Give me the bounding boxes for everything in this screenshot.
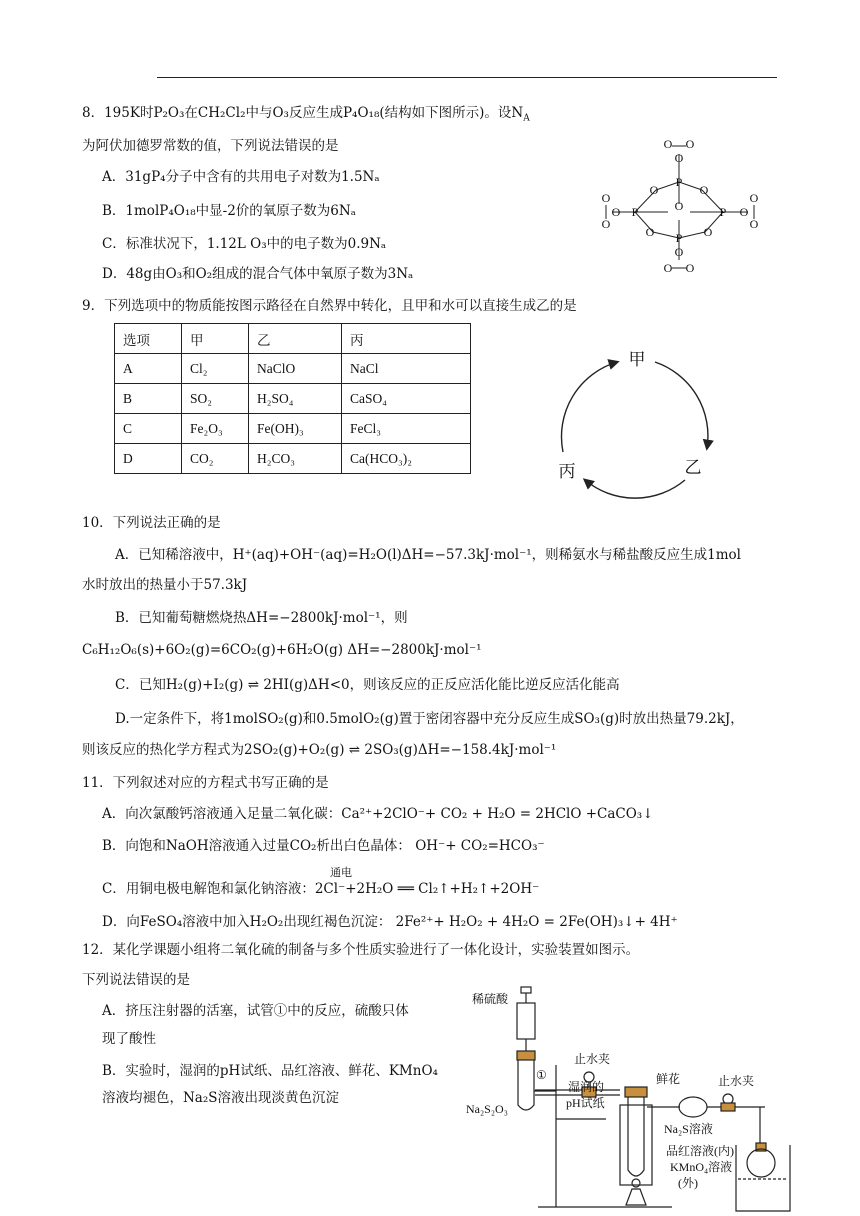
q10-option-a: A．已知稀溶液中，H⁺(aq)+OH⁻(aq)=H₂O(l)ΔH=−57.3kJ·mol⁻¹，则稀氨水与稀盐酸反应生成1mol	[115, 547, 741, 563]
p4o18-structure	[588, 132, 778, 275]
table-cell: B	[115, 384, 182, 414]
struct-o: O	[749, 217, 759, 231]
table-row	[115, 444, 471, 474]
q10-option-d: D.一定条件下，将1molSO₂(g)和0.5molO₂(g)置于密闭容器中充分反应生成SO₃(g)时放出热量79.2kJ，	[115, 711, 744, 727]
struct-o: O	[663, 261, 673, 275]
struct-o: O	[601, 217, 611, 231]
table-header: 选项	[115, 324, 182, 354]
label-na2s: Na₂S溶液	[664, 1122, 713, 1136]
q11-option-d: D．向FeSO₄溶液中加入H₂O₂出现红褐色沉淀： 2Fe²⁺+ H₂O₂ + 4H₂O = 2Fe(OH)₃↓+ 4H⁺	[102, 914, 678, 930]
q10-stem: 10．下列说法正确的是	[82, 515, 221, 531]
q11-electrolysis-label: 通电	[330, 866, 352, 879]
q8-option-c: C．标准状况下，1.12L O₃中的电子数为0.9Nₐ	[102, 236, 387, 252]
q12-stem-line2: 下列说法错误的是	[82, 972, 190, 988]
label-ph-paper: pH试纸	[566, 1096, 605, 1110]
table-cell: NaCl	[342, 354, 471, 384]
q8-stem-line2: 为阿伏加德罗常数的值，下列说法错误的是	[82, 138, 339, 154]
struct-o: O	[611, 205, 621, 219]
struct-o: O	[663, 137, 673, 151]
label-ph-paper: 湿润的	[568, 1080, 605, 1094]
cycle-jia: 甲	[628, 350, 646, 369]
struct-p: P	[631, 205, 639, 219]
q11-option-a: A．向次氯酸钙溶液通入足量二氧化碳：Ca²⁺+2ClO⁻+ CO₂ + H₂O = 2HClO +CaCO₃↓	[102, 806, 654, 822]
q12-option-a: A．挤压注射器的活塞，试管①中的反应，硫酸只体	[102, 1003, 409, 1019]
table-cell: CaSO₄	[342, 384, 471, 414]
table-cell: SO₂	[182, 384, 249, 414]
struct-o: O	[674, 151, 684, 165]
table-header: 乙	[249, 324, 342, 354]
apparatus-diagram	[460, 975, 800, 1215]
label-tube-number: ①	[536, 1068, 547, 1082]
table-cell: FeCl₃	[342, 414, 471, 444]
table-cell: H₂SO₄	[249, 384, 342, 414]
struct-p: P	[719, 205, 727, 219]
q10-option-c: C．已知H₂(g)+I₂(g) ⇌ 2HI(g)ΔH<0，则该反应的正反应活化能比逆反应活化能高	[115, 677, 620, 693]
table-cell: D	[115, 444, 182, 474]
struct-o: O	[645, 225, 655, 239]
q12-option-b: B．实验时，湿润的pH试纸、品红溶液、鲜花、KMnO₄	[102, 1063, 438, 1079]
table-row	[115, 384, 471, 414]
q8-stem-line1: 8．195K时P₂O₃在CH₂Cl₂中与O₃反应生成P₄O₁₈(结构如下图所示)。设$N_A$	[82, 105, 530, 124]
table-row	[115, 414, 471, 444]
q11-option-b: B．向饱和NaOH溶液通入过量CO₂析出白色晶体： OH⁻+ CO₂=HCO₃⁻	[102, 838, 545, 854]
label-outer: (外)	[678, 1176, 698, 1190]
struct-o: O	[601, 191, 611, 205]
table-cell: A	[115, 354, 182, 384]
q9-stem: 9．下列选项中的物质能按图示路径在自然界中转化，且甲和水可以直接生成乙的是	[82, 298, 577, 314]
table-cell: Fe(OH)₃	[249, 414, 342, 444]
table-row	[115, 354, 471, 384]
table-cell: C	[115, 414, 182, 444]
table-header-row	[115, 324, 471, 354]
q10-option-b: B．已知葡萄糖燃烧热ΔH=−2800kJ·mol⁻¹，则	[115, 610, 408, 626]
struct-o: O	[739, 205, 749, 219]
label-clamp: 止水夹	[718, 1074, 755, 1088]
struct-p: P	[675, 175, 683, 189]
table-cell: Cl₂	[182, 354, 249, 384]
struct-o: O	[685, 261, 695, 275]
q11-stem: 11．下列叙述对应的方程式书写正确的是	[82, 775, 329, 791]
q8-option-d: D．48g由O₃和O₂组成的混合气体中氧原子数为3Nₐ	[102, 266, 414, 282]
q11-option-c: C．用铜电极电解饱和氯化钠溶液：2Cl⁻+2H₂O ══ Cl₂↑+H₂↑+2OH⁻	[102, 881, 540, 897]
table-cell: CO₂	[182, 444, 249, 474]
table-cell: NaClO	[249, 354, 342, 384]
q12-stem-line1: 12．某化学课题小组将二氧化硫的制备与多个性质实验进行了一体化设计，实验装置如图示。	[82, 942, 640, 958]
label-clamp: 止水夹	[574, 1052, 611, 1066]
cycle-diagram	[545, 340, 725, 510]
q12-option-b-cont: 溶液均褪色，Na₂S溶液出现淡黄色沉淀	[102, 1090, 340, 1106]
struct-p: P	[675, 231, 683, 245]
table-header: 甲	[182, 324, 249, 354]
struct-o: O	[685, 137, 695, 151]
table-cell: Ca(HCO₃)₂	[342, 444, 471, 474]
label-kmno4: KMnO₄溶液	[670, 1160, 733, 1174]
cycle-bing: 丙	[558, 462, 576, 481]
cycle-yi: 乙	[684, 458, 702, 477]
struct-o: O	[674, 245, 684, 259]
table-header: 丙	[342, 324, 471, 354]
table-cell: Fe₂O₃	[182, 414, 249, 444]
q10-option-a-cont: 水时放出的热量小于57.3kJ	[82, 577, 248, 593]
q9-options-table	[114, 323, 471, 474]
q8-option-a: A．31gP₄分子中含有的共用电子对数为1.5Nₐ	[102, 169, 380, 185]
label-flower: 鲜花	[656, 1072, 681, 1086]
label-pinhong: 品红溶液(内)	[666, 1144, 734, 1158]
q10-option-d-eq: 则该反应的热化学方程式为2SO₂(g)+O₂(g) ⇌ 2SO₃(g)ΔH=−158.4kJ·mol⁻¹	[82, 742, 557, 758]
q8-option-b: B．1molP₄O₁₈中显-2价的氧原子数为6Nₐ	[102, 203, 356, 219]
label-acid: 稀硫酸	[472, 992, 509, 1006]
header-rule	[157, 77, 777, 78]
struct-o: O	[749, 191, 759, 205]
q12-option-a-cont: 现了酸性	[102, 1031, 156, 1047]
label-reagent: Na₂S₂O₃	[466, 1102, 508, 1116]
struct-o: O	[703, 225, 713, 239]
struct-o: O	[674, 199, 684, 213]
struct-o: O	[649, 183, 659, 197]
struct-o: O	[699, 183, 709, 197]
table-cell: H₂CO₃	[249, 444, 342, 474]
q10-option-b-eq: C₆H₁₂O₆(s)+6O₂(g)=6CO₂(g)+6H₂O(g) ΔH=−2800kJ·mol⁻¹	[82, 642, 482, 658]
